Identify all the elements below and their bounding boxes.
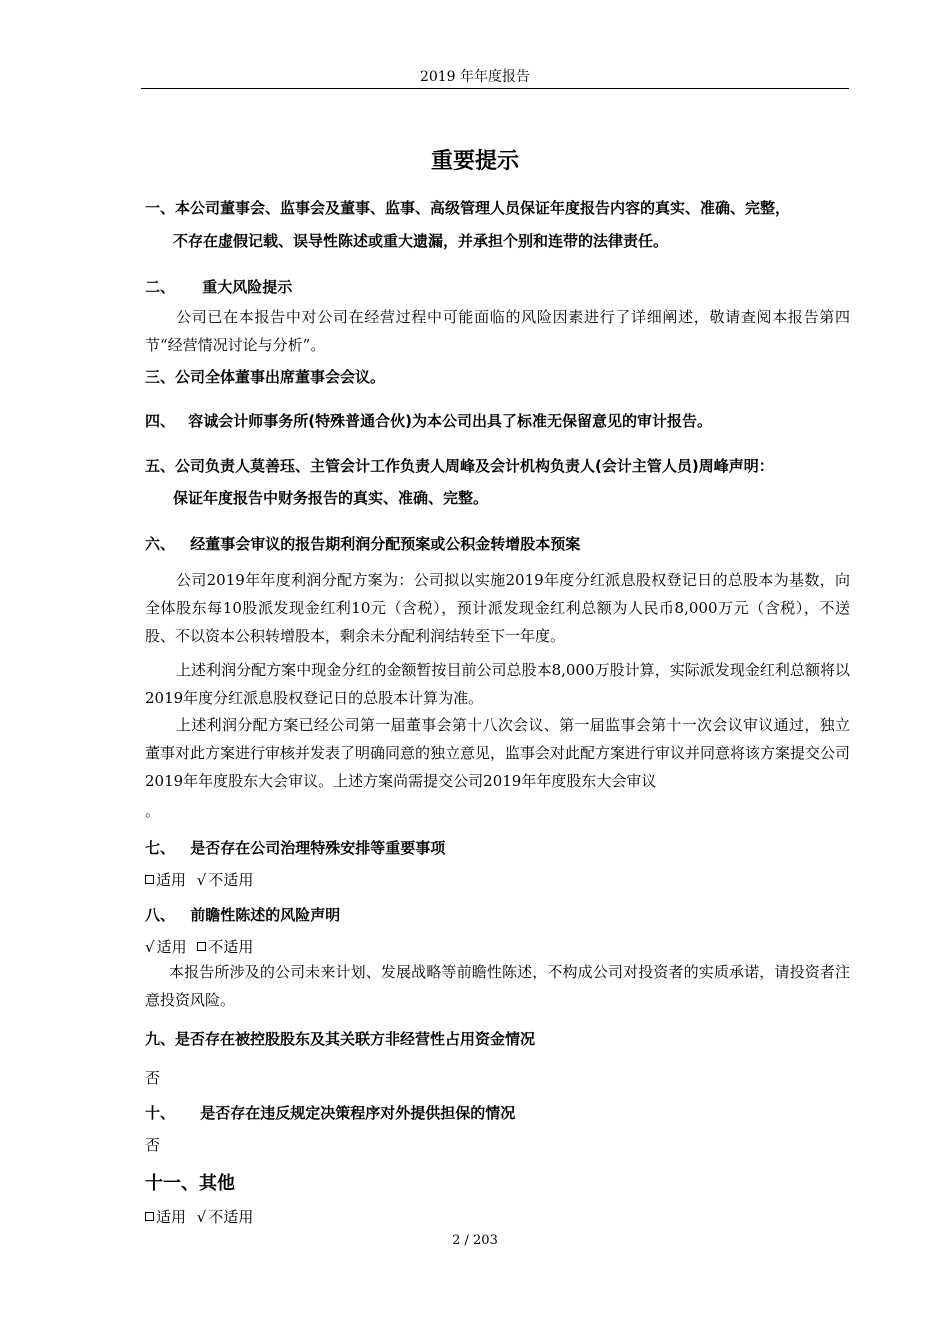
section-6-paragraph-1: 公司2019年年度利润分配方案为：公司拟以实施2019年度分红派息股权登记日的总股本为基数，向全体股东每10股派发现金红利10元（含税），预计派发现金红利总额为人民币8,000万元（含税），不送股、不以资本公积转增股本，剩余未分配利润结转至下一年度。	[145, 571, 850, 645]
section-6-paragraph-3: 上述利润分配方案已经公司第一届董事会第十八次会议、第一届监事会第十一次会议审议通过，独立董事对此方案进行审核并发表了明确同意的独立意见，监事会对此配方案进行审议并同意将该方案提交公司2019年年度股东大会审议。上述方案尚需提交公司2019年年度股东大会审议	[145, 716, 851, 790]
section-number: 八、	[145, 906, 176, 924]
section-number: 四、	[145, 412, 176, 430]
section-6-heading	[145, 533, 580, 554]
page-title: 重要提示	[430, 149, 519, 174]
section-heading-text: 前瞻性陈述的风险声明	[190, 906, 341, 924]
option-not-applicable: 不适用	[208, 1208, 254, 1226]
section-10-answer: 否	[145, 1136, 161, 1154]
option-applicable: 适用	[156, 1208, 187, 1226]
section-number: 十、	[145, 1104, 176, 1122]
section-1-line-2: 不存在虚假记载、误导性陈述或重大遗漏，并承担个别和连带的法律责任。	[173, 232, 669, 250]
section-8-paragraph: 本报告所涉及的公司未来计划、发展战略等前瞻性陈述，不构成公司对投资者的实质承诺，请投资者注意投资风险。	[145, 963, 850, 1009]
checkmark-icon: √	[145, 938, 155, 956]
option-applicable: 适用	[156, 871, 187, 889]
section-7-heading	[145, 837, 445, 858]
checkmark-icon: √	[196, 1208, 207, 1226]
section-10-heading	[145, 1102, 515, 1123]
section-4-text	[145, 410, 712, 431]
section-5-line-1: 五、公司负责人莫善珏、主管会计工作负责人周峰及会计机构负责人(会计主管人员)周峰声明：	[145, 457, 774, 475]
checkmark-icon: √	[196, 871, 207, 889]
section-9-answer: 否	[145, 1069, 161, 1087]
section-8-heading	[145, 904, 340, 925]
unchecked-box-icon	[145, 875, 154, 884]
section-8-options	[145, 936, 253, 957]
section-2-heading	[145, 276, 292, 297]
page-number: 2 / 203	[452, 1233, 498, 1248]
section-3-text: 三、公司全体董事出席董事会会议。	[145, 368, 386, 386]
page-header: 2019 年年度报告	[419, 69, 531, 85]
section-6-paragraph-3-end: 。	[145, 802, 161, 820]
section-6-paragraph-2: 上述利润分配方案中现金分红的金额暂按目前公司总股本8,000万股计算，实际派发现金红利总额将以2019年度分红派息股权登记日的总股本计算为准。	[145, 661, 850, 707]
section-heading-text: 是否存在违反规定决策程序对外提供担保的情况	[200, 1104, 516, 1122]
section-7-options	[145, 869, 253, 890]
section-1-line-1: 一、本公司董事会、监事会及董事、监事、高级管理人员保证年度报告内容的真实、准确、完整，	[145, 199, 791, 217]
option-applicable: 适用	[156, 938, 187, 956]
section-heading-text: 容诚会计师事务所(特殊普通合伙)为本公司出具了标准无保留意见的审计报告。	[188, 412, 712, 430]
unchecked-box-icon	[145, 1212, 154, 1221]
section-heading-text: 经董事会审议的报告期利润分配预案或公积金转增股本预案	[190, 535, 581, 553]
option-not-applicable: 不适用	[208, 871, 254, 889]
unchecked-box-icon	[197, 942, 206, 951]
section-heading-text: 是否存在公司治理特殊安排等重要事项	[190, 839, 446, 857]
option-not-applicable: 不适用	[208, 938, 254, 956]
section-11-options	[145, 1206, 253, 1227]
section-2-paragraph: 公司已在本报告中对公司在经营过程中可能面临的风险因素进行了详细阐述，敬请查阅本报告第四节“经营情况讨论与分析”。	[145, 308, 850, 354]
section-heading-text: 重大风险提示	[202, 278, 293, 296]
section-number: 二、	[145, 278, 176, 296]
section-11-heading: 十一、其他	[145, 1173, 235, 1194]
section-9-heading: 九、是否存在被控股股东及其关联方非经营性占用资金情况	[145, 1030, 536, 1048]
section-5-line-2: 保证年度报告中财务报告的真实、准确、完整。	[173, 489, 489, 507]
header-divider	[141, 88, 849, 89]
section-number: 七、	[145, 839, 176, 857]
section-number: 六、	[145, 535, 176, 553]
